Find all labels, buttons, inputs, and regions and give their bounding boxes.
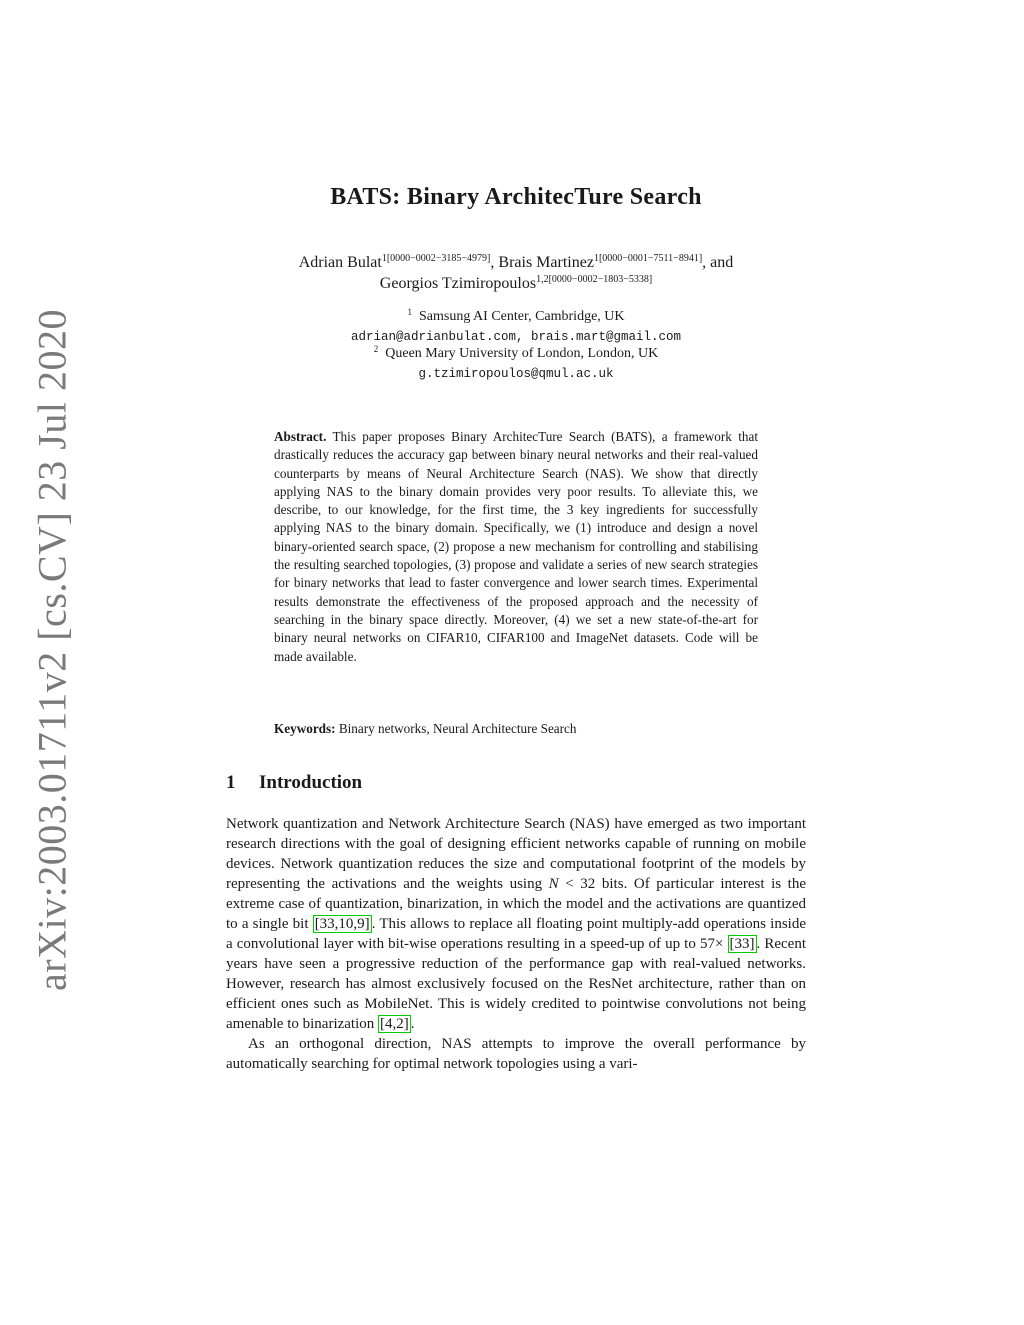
author-name: Brais Martinez [498, 254, 594, 271]
affiliation-1 [226, 309, 806, 325]
author-orcid: 1[0000−0002−3185−4979] [381, 253, 491, 264]
paragraph [226, 814, 806, 1034]
text-run: < 32 bits. Of particular interest is the extreme case of quantization, binarization, in which the model and the activations are quantized to a single bit [226, 876, 807, 932]
citation-link[interactable]: [4,2] [380, 1016, 409, 1032]
section-title: Introduction [259, 772, 363, 793]
arxiv-identifier: arXiv:2003.01711v2 [cs.CV] 23 Jul 2020 [29, 309, 75, 991]
citation-link[interactable]: [33,10,9] [314, 916, 370, 932]
author-orcid: 1,2[0000−0002−1803−5338] [536, 274, 653, 285]
section-number: 1 [226, 772, 236, 793]
text-run: . [410, 1016, 415, 1032]
affiliation-2 [226, 346, 806, 362]
keywords-label: Keywords: [274, 721, 336, 736]
keywords-text: Binary networks, Neural Architecture Search [338, 721, 577, 736]
text-run: . Recent years have seen a progressive reduction of the performance gap with real-valued networks. However, research has almost exclusively focused on the ResNet architecture, rather than on efficient ones such as MobileNet. This is widely credited to pointwise convolutions not being amenable to binarization [226, 936, 806, 1032]
affiliation-name: Samsung AI Center, Cambridge, UK [418, 309, 625, 324]
author-name: Adrian Bulat [298, 254, 382, 271]
author-separator: , [490, 254, 499, 271]
abstract-label: Abstract. [274, 429, 327, 444]
abstract [274, 428, 758, 666]
paragraph: As an orthogonal direction, NAS attempts to improve the overall performance by automatically searching for optimal network topologies using a vari- [226, 1036, 806, 1072]
section-heading [226, 772, 362, 794]
text-run: Network quantization and Network Architecture Search (NAS) have emerged as two important research directions with the goal of designing efficient networks capable of running on mobile devices. Network quantization reduces the size and computational footprint of the models by representing the activations and the weights using [226, 816, 806, 892]
math-variable: N [548, 876, 559, 892]
author-list [226, 252, 806, 294]
affiliation-marker: 1 [407, 307, 412, 317]
abstract-text: This paper proposes Binary ArchitecTure Search (BATS), a framework that drastically reduces the accuracy gap between binary neural networks and their real-valued counterparts by means of Neural Architecture Search (NAS). We show that directly applying NAS to the binary domain provides very poor results. To alleviate this, we describe, to our knowledge, for the first time, the 3 key ingredients for successfully applying NAS to the binary domain. Specifically, we (1) introduce and design a novel binary-oriented search space, (2) propose a new mechanism for controlling and stabilising the resulting searched topologies, (3) propose and validate a series of new search strategies for binary networks that lead to faster convergence and lower search times. Experimental results demonstrate the effectiveness of the proposed approach and the necessity of searching in the binary space directly. Moreover, (4) we set a new state-of-the-art for binary neural networks on CIFAR10, CIFAR100 and ImageNet datasets. Code will be made available. [274, 429, 758, 664]
author-name: Georgios Tzimiropoulos [379, 275, 537, 292]
text-run: . This allows to replace all floating point multiply-add operations inside a convolutional layer with bit-wise operations resulting in a speed-up of up to 57× [226, 916, 806, 952]
affiliation-2-email: g.tzimiropoulos@qmul.ac.uk [418, 367, 614, 381]
keywords [274, 721, 758, 737]
introduction-body [226, 814, 806, 1074]
author-separator: , and [702, 254, 734, 271]
affiliation-1-email: adrian@adrianbulat.com, brais.mart@gmail.com [350, 330, 682, 344]
author-orcid: 1[0000−0001−7511−8941] [593, 253, 703, 264]
affiliation-name: Queen Mary University of London, London, UK [385, 346, 659, 361]
affiliation-marker: 2 [373, 344, 379, 354]
paper-title: BATS: Binary ArchitecTure Search [330, 184, 702, 210]
citation-link[interactable]: [33] [729, 936, 755, 952]
